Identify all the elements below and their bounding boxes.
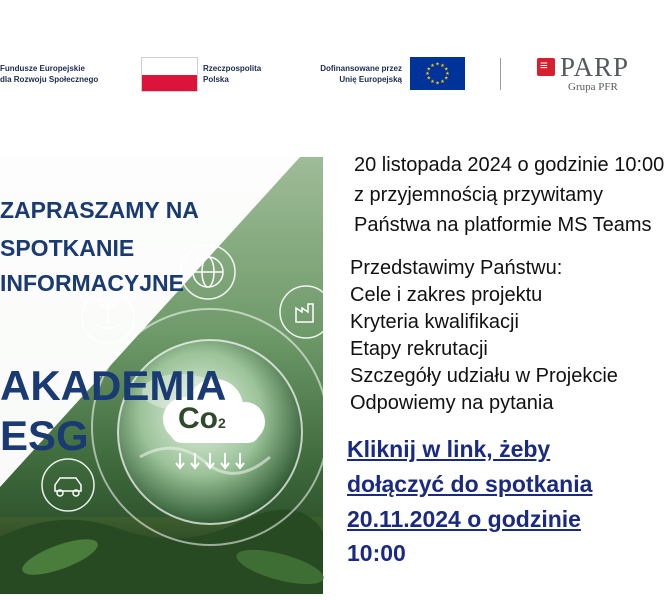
svg-text:★: ★ [443,75,449,82]
fe-line1: Fundusze Europejskie [0,64,85,73]
svg-text:★: ★ [430,62,435,69]
svg-text:★: ★ [440,79,445,86]
eu-flag-icon [410,57,465,90]
meeting-link-line3[interactable]: 20.11.2024 o godzinie [347,506,581,532]
rp-logo-text [203,63,261,85]
promo-line2: SPOTKANIE [0,235,135,261]
meeting-link-line1[interactable]: Kliknij w link, żeby [347,436,551,462]
svg-text:★: ★ [445,71,450,77]
logo-bar [0,0,630,130]
eu-line1: Dofinansowane przez [320,64,402,73]
meeting-link-time[interactable]: 10:00 [347,540,406,566]
agenda-item: Etapy rekrutacji [350,338,488,360]
agenda-item: Odpowiemy na pytania [350,392,554,414]
svg-text:★: ★ [440,62,445,69]
svg-text:★: ★ [426,75,432,82]
meeting-link-line2[interactable]: dołączyć do spotkania [347,471,593,497]
eu-logo-text [298,63,402,85]
parp-logo-subtitle: Grupa PFR [568,81,618,93]
svg-text:★: ★ [435,61,440,68]
svg-text:★: ★ [435,80,440,87]
svg-text:★: ★ [430,79,435,86]
promo-image [0,157,323,594]
parp-logo-name: PARP [560,52,630,82]
svg-text:★: ★ [425,71,430,77]
factory-icon-ring [280,286,332,338]
fe-line2: dla Rozwoju Społecznego [0,75,99,84]
parp-logo-icon: ≡ [537,58,555,76]
svg-text:★: ★ [443,66,449,73]
intro-line2: z przyjemnością przywitamy [354,184,603,206]
poland-flag-icon [141,57,198,92]
promo-subtitle: ESG [0,412,89,459]
logo-divider [500,58,501,90]
agenda-heading: Przedstawimy Państwu: [350,257,563,279]
co2-label: Co2 [178,402,226,435]
agenda-item: Szczegóły udziału w Projekcie [350,365,618,387]
promo-title: AKADEMIA [0,362,227,409]
agenda-item: Kryteria kwalifikacji [350,311,519,333]
intro-line3: Państwa na platformie MS Teams [354,214,652,236]
promo-line1: ZAPRASZAMY NA [0,197,199,223]
electric-car-icon-ring [42,459,94,511]
intro-line1: 20 listopada 2024 o godzinie 10:00 [354,154,664,176]
rp-line1: Rzeczpospolita [203,64,262,73]
rp-line2: Polska [203,75,229,84]
svg-text:★: ★ [426,66,432,73]
fe-logo-text [0,63,98,85]
agenda-item: Cele i zakres projektu [350,284,543,306]
eu-line2: Unię Europejską [339,75,402,84]
promo-line3: INFORMACYJNE [0,270,185,296]
